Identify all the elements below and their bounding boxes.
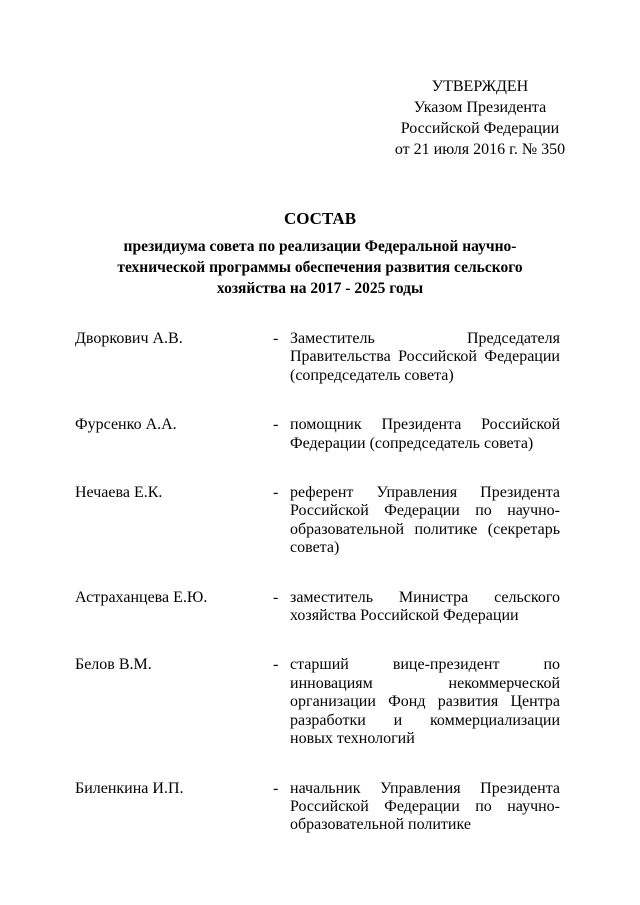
member-role <box>290 589 560 626</box>
member-dash: - <box>273 588 279 606</box>
member-role-line: Федерации (сопредседатель совета) <box>290 434 534 452</box>
approval-country: Российской Федерации <box>400 120 560 137</box>
member-role-line: Заместитель Председателя <box>290 330 560 347</box>
member-name: Биленкина И.П. <box>75 779 184 797</box>
member-row <box>75 780 565 835</box>
member-role-line: Российской Федерации по научно- <box>290 502 560 520</box>
member-dash: - <box>273 656 279 674</box>
member-dash: - <box>273 330 279 347</box>
member-dash: - <box>273 779 279 797</box>
member-dash: - <box>273 484 279 502</box>
member-role-line: организации Фонд развития Центра <box>290 693 560 711</box>
member-name: Фурсенко А.А. <box>75 416 177 434</box>
member-role-line: старший вице-президент по <box>290 656 560 674</box>
member-row <box>75 416 565 453</box>
document-subtitle <box>60 236 580 299</box>
approval-block <box>360 76 600 160</box>
approval-date-number: от 21 июля 2016 г. № 350 <box>394 141 566 158</box>
member-role-line: новых технологий <box>290 730 415 748</box>
member-role-line: Правительства Российской Федерации <box>290 348 560 366</box>
member-role <box>290 416 560 453</box>
member-list <box>75 330 565 835</box>
member-role-line: разработки и коммерциализации <box>290 711 560 729</box>
member-name: Нечаева Е.К. <box>75 484 163 502</box>
member-name: Белов В.М. <box>75 656 152 674</box>
subtitle-line: технической программы обеспечения развития сельского <box>117 259 523 276</box>
member-role-line: Российской Федерации по научно- <box>290 797 560 815</box>
member-role <box>290 780 560 835</box>
member-role-line: совета) <box>290 539 340 557</box>
member-row <box>75 484 565 558</box>
member-dash: - <box>273 416 279 434</box>
member-role-line: инновациям некоммерческой <box>290 674 560 692</box>
member-role-line: образовательной политике <box>290 816 471 834</box>
document-title: СОСТАВ <box>283 209 357 228</box>
member-role-line: заместитель Министра сельского <box>290 588 560 606</box>
member-role <box>290 330 560 385</box>
member-row <box>75 589 565 626</box>
member-row <box>75 330 565 385</box>
member-role <box>290 656 560 748</box>
subtitle-line: президиума совета по реализации Федеральной научно- <box>123 238 517 255</box>
approval-status: УТВЕРЖДЕН <box>431 78 529 95</box>
approval-by-decree: Указом Президента <box>413 99 547 116</box>
member-name: Дворкович А.В. <box>75 330 183 347</box>
member-role-line: образовательной политике (секретарь <box>290 520 560 538</box>
member-role-line: хозяйства Российской Федерации <box>290 607 519 625</box>
member-role <box>290 484 560 558</box>
member-name: Астраханцева Е.Ю. <box>75 588 208 606</box>
subtitle-line: хозяйства на 2017 - 2025 годы <box>216 280 424 297</box>
member-role-line: начальник Управления Президента <box>290 779 560 797</box>
member-role-line: референт Управления Президента <box>290 484 560 502</box>
member-role-line: помощник Президента Российской <box>290 416 560 434</box>
member-role-line: (сопредседатель совета) <box>290 366 454 384</box>
member-row <box>75 656 565 748</box>
